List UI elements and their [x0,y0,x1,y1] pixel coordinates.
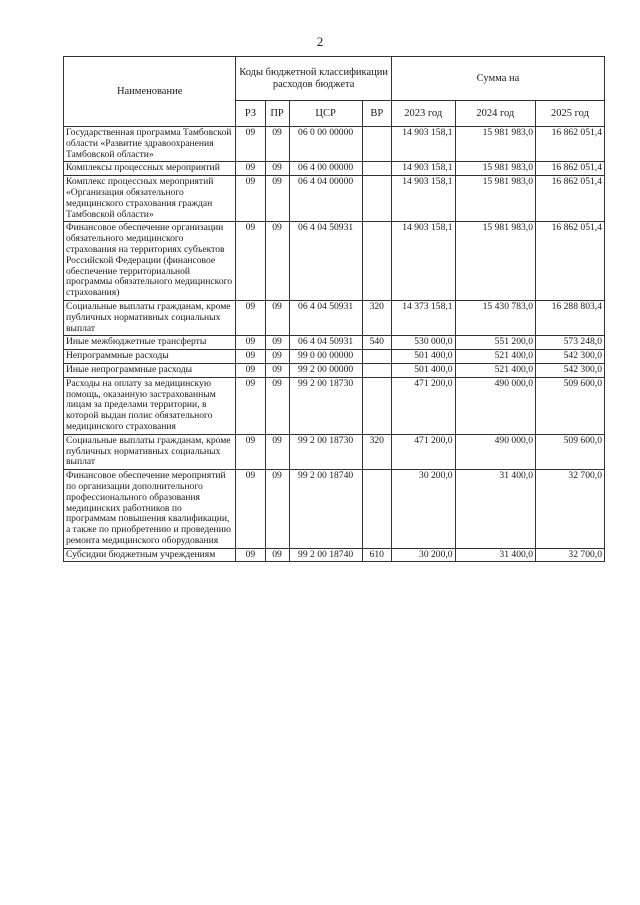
row-amount-2023: 501 400,0 [391,363,455,377]
row-amount-2025: 16 862 051,4 [536,176,605,222]
row-name: Социальные выплаты гражданам, кроме публичных нормативных социальных выплат [64,300,236,335]
row-amount-2024: 521 400,0 [455,363,535,377]
row-rz: 09 [236,363,265,377]
row-csr: 99 2 00 18730 [289,377,362,434]
row-amount-2024: 490 000,0 [455,377,535,434]
row-rz: 09 [236,377,265,434]
row-name: Субсидии бюджетным учреждениям [64,548,236,562]
row-amount-2024: 490 000,0 [455,434,535,469]
row-rz: 09 [236,548,265,562]
header-csr: ЦСР [289,101,362,127]
row-amount-2024: 31 400,0 [455,548,535,562]
row-amount-2025: 542 300,0 [536,350,605,364]
row-pr: 09 [265,363,289,377]
row-vr: 320 [362,300,391,335]
row-name: Финансовое обеспечение организации обязательного медицинского страхования на территориях субъектов Российской Федерации (финансовое обеспечение территориальной программы обязательного медицинского страхования) [64,222,236,301]
row-pr: 09 [265,162,289,176]
row-amount-2023: 14 903 158,1 [391,222,455,301]
row-csr: 06 0 00 00000 [289,127,362,162]
row-amount-2024: 521 400,0 [455,350,535,364]
row-csr: 06 4 04 50931 [289,300,362,335]
row-csr: 06 4 00 00000 [289,162,362,176]
row-name: Социальные выплаты гражданам, кроме публичных нормативных социальных выплат [64,434,236,469]
row-amount-2023: 14 903 158,1 [391,176,455,222]
row-pr: 09 [265,548,289,562]
row-pr: 09 [265,377,289,434]
row-vr [362,162,391,176]
row-name: Непрограммные расходы [64,350,236,364]
row-vr: 540 [362,336,391,350]
row-name: Комплексы процессных мероприятий [64,162,236,176]
header-amount-group: Сумма на [391,57,604,101]
row-pr: 09 [265,434,289,469]
row-csr: 06 4 04 50931 [289,336,362,350]
row-amount-2024: 15 981 983,0 [455,127,535,162]
row-pr: 09 [265,222,289,301]
row-vr [362,222,391,301]
table-row [64,222,605,301]
row-csr: 99 2 00 00000 [289,363,362,377]
header-name: Наименование [64,57,236,127]
header-rz: РЗ [236,101,265,127]
row-name: Комплекс процессных мероприятий «Организация обязательного медицинского страхования граждан Тамбовской области» [64,176,236,222]
row-vr [362,127,391,162]
table-row [64,377,605,434]
header-2025: 2025 год [536,101,605,127]
row-amount-2023: 14 903 158,1 [391,162,455,176]
row-name: Государственная программа Тамбовской области «Развитие здравоохранения Тамбовской области» [64,127,236,162]
row-rz: 09 [236,434,265,469]
row-name: Иные непрограммные расходы [64,363,236,377]
row-rz: 09 [236,176,265,222]
row-amount-2024: 551 200,0 [455,336,535,350]
table-row [64,548,605,562]
table-row [64,162,605,176]
table-row [64,336,605,350]
row-name: Расходы на оплату за медицинскую помощь, оказанную застрахованным лицам за пределами территории, в которой выдан полис обязательного медицинского страхования [64,377,236,434]
row-vr [362,470,391,549]
row-rz: 09 [236,336,265,350]
row-rz: 09 [236,300,265,335]
row-amount-2025: 16 862 051,4 [536,162,605,176]
row-amount-2023: 14 373 158,1 [391,300,455,335]
row-amount-2025: 509 600,0 [536,434,605,469]
row-amount-2023: 30 200,0 [391,470,455,549]
row-vr: 610 [362,548,391,562]
row-amount-2024: 15 981 983,0 [455,162,535,176]
row-csr: 06 4 04 00000 [289,176,362,222]
header-codes-group: Коды бюджетной классификации расходов бюджета [236,57,392,101]
row-amount-2024: 31 400,0 [455,470,535,549]
row-rz: 09 [236,350,265,364]
row-pr: 09 [265,176,289,222]
row-amount-2024: 15 981 983,0 [455,222,535,301]
row-rz: 09 [236,162,265,176]
table-row [64,470,605,549]
row-name: Финансовое обеспечение мероприятий по организации дополнительного профессионального образования медицинских работников по программам повышения квалификации, а также по приобретению и проведению ремонта медицинского оборудования [64,470,236,549]
row-vr [362,377,391,434]
row-amount-2025: 509 600,0 [536,377,605,434]
row-vr [362,350,391,364]
row-amount-2025: 16 862 051,4 [536,222,605,301]
row-pr: 09 [265,127,289,162]
row-pr: 09 [265,350,289,364]
row-amount-2023: 501 400,0 [391,350,455,364]
row-amount-2023: 471 200,0 [391,377,455,434]
row-vr [362,176,391,222]
row-amount-2025: 542 300,0 [536,363,605,377]
row-amount-2023: 530 000,0 [391,336,455,350]
table-row [64,176,605,222]
row-amount-2023: 30 200,0 [391,548,455,562]
row-amount-2024: 15 430 783,0 [455,300,535,335]
row-rz: 09 [236,127,265,162]
header-pr: ПР [265,101,289,127]
table-row [64,363,605,377]
row-csr: 99 0 00 00000 [289,350,362,364]
budget-table [63,56,605,562]
row-csr: 06 4 04 50931 [289,222,362,301]
row-pr: 09 [265,300,289,335]
row-csr: 99 2 00 18730 [289,434,362,469]
row-amount-2023: 471 200,0 [391,434,455,469]
table-row [64,350,605,364]
row-vr [362,363,391,377]
table-row [64,300,605,335]
row-amount-2025: 16 288 803,4 [536,300,605,335]
row-csr: 99 2 00 18740 [289,548,362,562]
row-amount-2025: 32 700,0 [536,470,605,549]
row-rz: 09 [236,470,265,549]
row-csr: 99 2 00 18740 [289,470,362,549]
table-row [64,127,605,162]
row-vr: 320 [362,434,391,469]
row-amount-2025: 32 700,0 [536,548,605,562]
row-amount-2023: 14 903 158,1 [391,127,455,162]
header-2024: 2024 год [455,101,535,127]
row-pr: 09 [265,336,289,350]
row-pr: 09 [265,470,289,549]
table-row [64,434,605,469]
row-amount-2025: 573 248,0 [536,336,605,350]
row-amount-2025: 16 862 051,4 [536,127,605,162]
row-rz: 09 [236,222,265,301]
header-2023: 2023 год [391,101,455,127]
header-vr: ВР [362,101,391,127]
row-name: Иные межбюджетные трансферты [64,336,236,350]
row-amount-2024: 15 981 983,0 [455,176,535,222]
page-number: 2 [316,34,324,49]
